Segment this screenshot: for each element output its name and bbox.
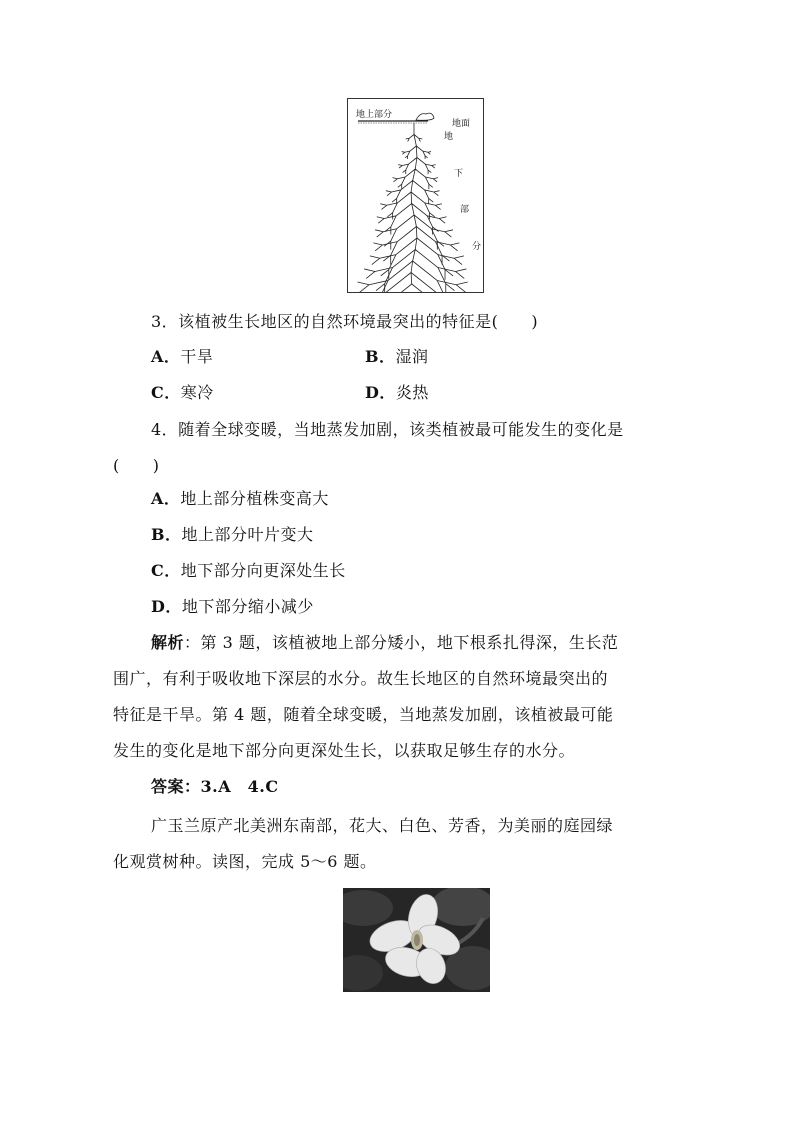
q3-option-b	[365, 346, 429, 368]
option-text: 地下部分向更深处生长	[180, 561, 346, 580]
analysis-label: 解析	[151, 633, 185, 652]
q3-option-d	[365, 382, 429, 404]
q4-stem-line1: 4．随着全球变暖，当地蒸发加剧，该类植被最可能发生的变化是	[151, 420, 624, 439]
flower-drawing	[343, 888, 490, 992]
q4-stem-line2: ( )	[113, 456, 160, 475]
analysis-line2: 围广，有利于吸收地下深层的水分。故生长地区的自然环境最突出的	[113, 669, 609, 688]
option-text: 干旱	[180, 347, 214, 366]
q3-stem: 3．该植被生长地区的自然环境最突出的特征是( )	[151, 312, 539, 331]
option-text: 地上部分植株变高大	[180, 489, 329, 508]
intro-line1: 广玉兰原产北美洲东南部，花大、白色、芳香，为美丽的庭园绿	[151, 816, 614, 835]
option-letter: D．	[365, 383, 396, 402]
analysis-line4: 发生的变化是地下部分向更深处生长，以获取足够生存的水分。	[113, 741, 576, 760]
intro-line2: 化观赏树种。读图，完成 5～6 题。	[113, 852, 377, 871]
q3-option-a	[151, 346, 213, 368]
option-letter: C．	[151, 383, 181, 402]
option-text: 寒冷	[180, 383, 214, 402]
q4-option-c	[151, 560, 346, 582]
option-letter: A．	[151, 489, 181, 508]
option-text: 地上部分叶片变大	[181, 525, 314, 544]
option-letter: D．	[151, 597, 182, 616]
magnolia-photo	[343, 888, 490, 992]
analysis-text: ：第 3 题，该植被地上部分矮小，地下根系扎得深，生长范	[184, 633, 619, 652]
answer-line: 答案：3.A 4.C	[151, 777, 279, 796]
label-below-4: 分	[472, 242, 482, 252]
label-below-3: 部	[460, 205, 470, 215]
option-text: 湿润	[395, 347, 429, 366]
option-letter: A．	[151, 347, 181, 366]
label-ground: 地面	[452, 119, 471, 129]
q4-option-d	[151, 596, 314, 618]
label-above-ground: 地上部分	[356, 110, 393, 120]
plant-root-figure	[347, 98, 484, 293]
analysis-line3: 特征是干旱。第 4 题，随着全球变暖，当地蒸发加剧，该植被最可能	[113, 705, 614, 724]
q4-option-b	[151, 524, 314, 546]
option-text: 地下部分缩小减少	[181, 597, 314, 616]
option-letter: C．	[151, 561, 181, 580]
label-below-1: 地	[444, 132, 454, 142]
option-letter: B．	[151, 525, 182, 544]
option-text: 炎热	[395, 383, 429, 402]
q4-option-a	[151, 488, 329, 510]
option-letter: B．	[365, 347, 396, 366]
q3-option-c	[151, 382, 214, 404]
analysis-line1	[151, 632, 618, 654]
label-below-2: 下	[454, 169, 464, 179]
